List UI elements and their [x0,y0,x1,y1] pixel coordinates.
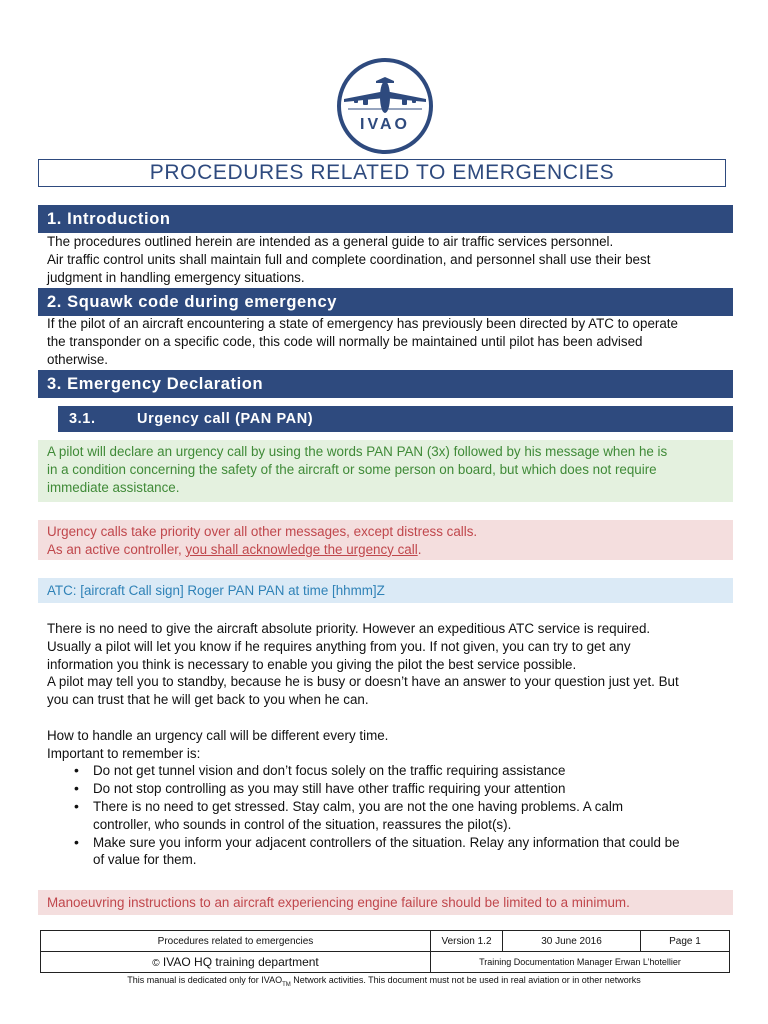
text-fragment: . [417,541,422,557]
department-text: IVAO HQ training department [162,955,319,969]
text-line: The procedures outlined herein are intended as a general guide to air traffic services personnel. [47,234,614,249]
list-item [93,834,727,870]
atc-phraseology-box: ATC: [aircraft Call sign] Roger PAN PAN at time [hhmm]Z [38,578,733,603]
text-line: in a condition concerning the safety of the aircraft or some person on board, but which does not require [47,461,657,477]
trademark-mark: TM [282,981,291,988]
footer-doc-title: Procedures related to emergencies [41,931,431,952]
text-line: judgment in handling emergency situations. [47,269,305,285]
section-heading-squawk: 2. Squawk code during emergency [38,288,733,316]
footer-page: Page 1 [641,931,730,952]
text-line: Usually a pilot will let you know if he requires anything from you. If not given, you can try to get any [47,638,631,654]
squawk-text [47,315,727,368]
text-fragment: This manual is dedicated only for IVAO [127,975,283,985]
text-line: otherwise. [47,351,109,367]
subsection-title: Urgency call (PAN PAN) [137,411,314,427]
text-fragment: Network activities. This document must not be used in real aviation or in other networks [290,975,641,985]
urgency-priority-box [38,520,733,560]
list-item [93,762,727,780]
text-line: Urgency calls take priority over all other messages, except distress calls. [47,524,478,539]
footer-table [40,930,730,973]
text-line: • Do not get tunnel vision and don’t focus solely on the traffic requiring assistance [93,763,566,779]
copyright-symbol: © [152,958,160,969]
footer-disclaimer [0,975,768,988]
urgency-call-definition-box [38,440,733,502]
section-heading-declaration: 3. Emergency Declaration [38,370,733,398]
text-line: A pilot may tell you to standby, because he is busy or doesn’t have an answer to your question just yet. But [47,674,679,690]
text-line: There is no need to give the aircraft absolute priority. However an expeditious ATC service is required. [47,621,651,636]
list-item [93,780,727,798]
text-line: • Make sure you inform your adjacent controllers of the situation. Relay any information that could be [93,834,680,850]
engine-failure-note-box: Manoeuvring instructions to an aircraft experiencing engine failure should be limited to a minimum. [38,890,733,915]
footer-row [41,931,730,952]
text-line: you can trust that he will get back to you when he can. [47,692,369,708]
underlined-text: you shall acknowledge the urgency call [185,541,418,557]
text-line: immediate assistance. [47,479,180,495]
footer-manager: Training Documentation Manager Erwan L’hotellier [431,952,730,973]
text-line: information you think is necessary to enable you giving the pilot the best service possible. [47,656,577,672]
subsection-number: 3.1. [69,411,96,427]
text-line: Air traffic control units shall maintain full and complete coordination, and personnel shall use their best [47,251,651,267]
text-line: A pilot will declare an urgency call by using the words PAN PAN (3x) followed by his message when he is [47,444,668,459]
text-line: • Do not stop controlling as you may still have other traffic requiring your attention [93,781,566,797]
text-line [47,541,724,559]
text-line: Important to remember is: [47,745,201,761]
list-item [93,798,727,834]
ivao-logo [336,57,434,155]
section-heading-introduction: 1. Introduction [38,205,733,233]
footer-department [41,952,431,973]
subsection-heading-urgency-call [58,406,733,432]
document-title: PROCEDURES RELATED TO EMERGENCIES [38,159,726,187]
text-line: the transponder on a specific code, this code will normally be maintained until pilot has been advised [47,333,643,349]
text-line: of value for them. [93,852,197,868]
logo-text: IVAO [360,116,410,133]
text-line: If the pilot of an aircraft encountering a state of emergency has previously been directed by ATC to operate [47,316,678,331]
text-line: controller, who sounds in control of the situation, reassures the pilot(s). [93,816,512,832]
body-text [47,620,727,869]
footer-row [41,952,730,973]
footer-version: Version 1.2 [431,931,503,952]
text-fragment: As an active controller, [47,541,186,557]
footer-date: 30 June 2016 [503,931,641,952]
bullet-list [47,762,727,869]
text-line: • There is no need to get stressed. Stay calm, you are not the one having problems. A calm [93,798,623,814]
introduction-text [47,233,727,286]
text-line: How to handle an urgency call will be different every time. [47,727,389,743]
